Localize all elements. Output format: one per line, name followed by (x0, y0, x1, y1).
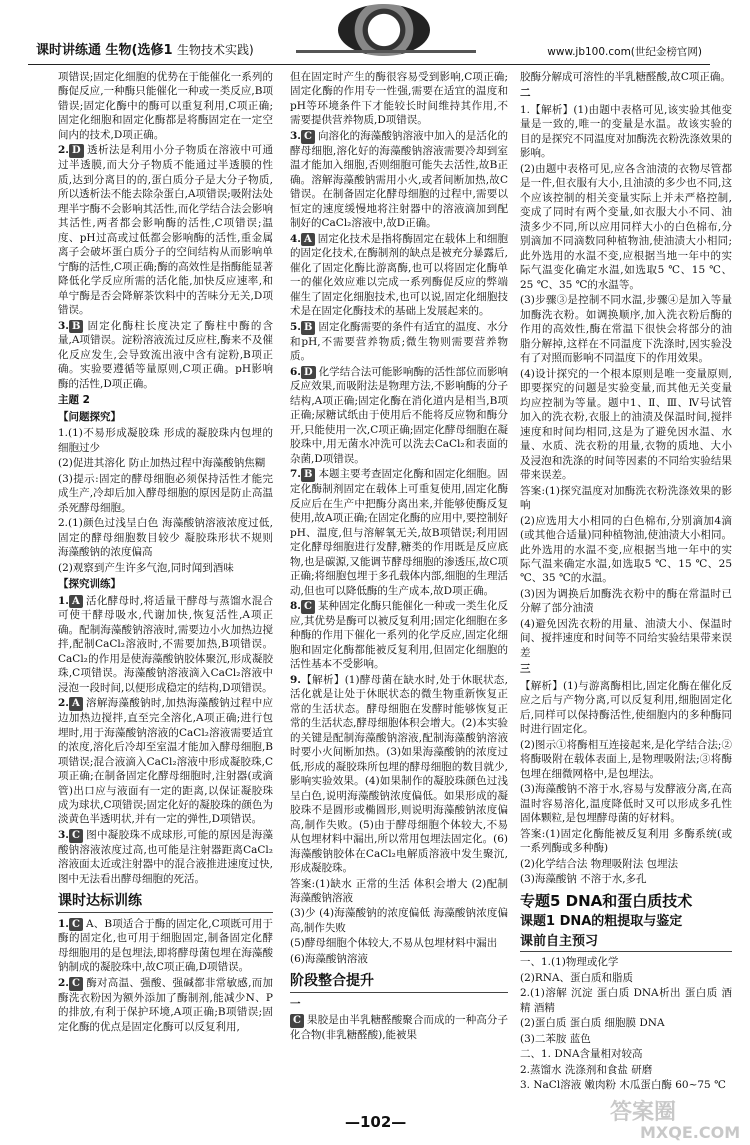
page-header (0, 0, 750, 62)
answer-badge: A (69, 697, 83, 711)
paragraph-text: 透析法是利用小分子物质在溶液中可通过半透膜,而大分子物质不能通过半透膜的性质,达到分离目的的,蛋白质分子是大分子物质,所以透析法不能去除杂蛋白,A项错误;吸附法处理半宇酶不会影响其活性,而化学结合法会影响其活性,两者都会影响酶的活性,C项错误;温度、pH过高或过低都会影响酶的活性,重金属离子会破坏蛋白质分子的空间结构从而影响单宁酶的活性,C项正确;酶的高效性是指酶能显著降低化学反应所需的活化能,加快反应速率,和单宁酶是否会降解茶饮料中的苦味分无关,D项错误。 (58, 144, 273, 317)
header-decoration (296, 50, 476, 53)
paragraph-text: 1.(1)不易形成凝胶珠 形成的凝胶珠内包埋的细胞过少 (58, 427, 273, 454)
paragraph (58, 696, 273, 827)
paragraph (520, 955, 732, 969)
question-number: 2. (58, 144, 69, 157)
paragraph (520, 1032, 732, 1046)
question-number: 6. (290, 365, 301, 378)
answer-badge: B (301, 321, 315, 335)
paragraph-text: (2)观察到产生许多气泡,同时闻到酒味 (58, 561, 234, 574)
chapter-title: 专题5 DNA和蛋白质技术 (520, 891, 693, 910)
paragraph (290, 1013, 508, 1042)
question-number: 3. (58, 319, 69, 332)
answer-badge: C (290, 1014, 304, 1028)
paragraph-text: A、B项适合于酶的固定化,C项既可用于酶的固定化,也可用于细胞固定,制备固定化酵母细胞用的是包埋法,即将酵母菌包埋在海藻酸钠制成的凝胶珠中,故C项正确,D项错误。 (58, 917, 273, 974)
subsection-title: 课前自主预习 (520, 933, 732, 952)
column-left (58, 70, 273, 1090)
paragraph (520, 986, 732, 1015)
paragraph (58, 516, 273, 559)
paragraph (290, 936, 508, 950)
paragraph-text: (2)RNA、蛋白质和脂质 (520, 971, 634, 984)
paragraph-text: (2)化学结合法 物理吸附法 包埋法 (520, 857, 679, 870)
paragraph-text: 图中凝胶珠不成球形,可能的原因是海藻酸钠溶液浓度过高,也可能是注射器距离CaCl₂溶液面太近或注射器中的混合液推进速度过快,图中无法看出酵母细胞的死活。 (58, 828, 273, 885)
section-tag: 二 (520, 87, 531, 100)
paragraph (520, 679, 732, 737)
paragraph-text: (2)由题中表格可见,应各含油渍的衣物尽管都是一件,但衣服有大小,且油渍的多少也不同,这个应该控制的相关变量实际上并未严格控制,变成了同时有两个变量,如衣服大小不同、油渍多少不同,所以应用同样大小的白色棉布,分别滴加不同滴数同种植物油,使油渍大小相同;此外选用的水温不变,应根据当地一年中的实际气温变化确定水温,如选取5 ℃、15 ℃、25 ℃、35 ℃的水温等。 (520, 162, 732, 291)
column-right (520, 70, 732, 1090)
section-title: 课时达标训练 (58, 892, 273, 912)
section-tag: 一 (290, 997, 301, 1010)
paragraph (520, 70, 732, 84)
paragraph (520, 782, 732, 825)
paragraph (520, 738, 732, 781)
header-title (36, 42, 254, 60)
paragraph (290, 877, 508, 906)
paragraph-text: 一、1.(1)物理或化学 (520, 956, 619, 969)
paragraph (520, 1078, 732, 1090)
paragraph-text: (3)海藻酸钠不溶于水,容易与发酵液分离,在高温时容易溶化,温度降低时又可以形成多孔性固体颗粒,是包埋酵母菌的好材料。 (520, 783, 732, 825)
paragraph-text: 2.(1)溶解 沉淀 蛋白质 DNA析出 蛋白质 酒精 酒精 (520, 987, 732, 1014)
question-number: 2. (58, 976, 69, 989)
paragraph-text: 答案:(1)探究温度对加酶洗衣粉洗涤效果的影响 (520, 484, 732, 512)
paragraph (520, 162, 732, 292)
paragraph-text: (3)因为调换后加酶洗衣粉中的酶在常温时已分解了部分油渍 (520, 587, 732, 615)
header-divider (28, 64, 710, 65)
section-tag: 三 (520, 663, 531, 676)
paragraph-text: (3)步骤③是控制不同水温,步骤④是加入等量加酶洗衣粉。如调换顺序,加入洗衣粉后酶的作用的高效性,酶在常温下很快会将部分的油脂分解掉,这样在不同温度下洗涤时,因实验没有了对照而影响不同温度下的作用效果。 (520, 294, 732, 365)
paragraph-text: (2)应选用大小相同的白色棉布,分别滴加4滴(或其他合适量)同种植物油,使油渍大小相同。此外选用的水温不变,应根据当地一年中的实际气温来确定水温,如选取5 ℃、15 ℃、25 ℃、35 ℃的水温。 (520, 514, 732, 585)
watermark-logo: 答案圈 (610, 1100, 677, 1125)
question-number: 8. (290, 600, 301, 612)
paragraph (520, 103, 732, 161)
paragraph (520, 827, 732, 856)
question-number: 5. (290, 320, 301, 333)
paragraph-text: (3)海藻酸钠 不溶于水,多孔 (520, 873, 647, 886)
paragraph (290, 599, 508, 672)
paragraph (58, 594, 273, 696)
paragraph-text: 固定化技术是指将酶固定在载体上和细胞的固定化技术,在酶制剂的缺点是被充分暴露后,催化了固定化酶比游离酶,也可以将固定化酶单一的催化效应难以完成一系列酶促反应的弊端催生了固定化细胞技术,也可以说,固定化细胞技术是在固定化酶技术的基础上发展起来的。 (290, 232, 508, 318)
paragraph-text: (4)避免因洗衣粉的用量、油渍大小、保温时间、搅拌速度和时间等不同给实验结果带来误差 (520, 617, 732, 659)
paragraph-text: 但在固定时产生的酶很容易受到影响,C项正确;固定化酶的作用专一性强,需要在适宜的温度和pH等环境条件下才能较长时间维持其作用,不需要提供营养物质,D项错误。 (290, 71, 508, 127)
paragraph-text: 化学结合法可能影响酶的活性部位而影响反应效果,而吸附法是物理方法,不影响酶的分子结构,A项正确;固定化酶在消化道内是相当,B项正确;尿糖试纸由于使用后不能将反应物和酶分开,只能使用一次,C项正确;固定化酵母细胞在凝胶珠中,用无菌水冲洗可以洗去CaCl₂和表面的杂菌,D项错误。 (290, 365, 508, 465)
section-tag: 主题 2 (58, 394, 90, 407)
paragraph (58, 561, 273, 575)
paragraph (290, 673, 508, 876)
paragraph (520, 971, 732, 985)
paragraph (520, 367, 732, 483)
paragraph (290, 129, 508, 231)
paragraph-text: 向溶化的海藻酸钠溶液中加入的是活化的酵母细胞,溶化好的海藻酸钠溶液需要冷却到室温才能加入细胞,否则细胞可能失去活性,故B正确。溶解海藻酸钠需用小火,或者间断加热,故C错误。在制备固定化酵母细胞的过程中,需要以恒定的速度缓慢地将注射器中的溶液滴加到配制好的CaCl₂溶液中,故D正确。 (290, 129, 508, 230)
paragraph-text: 果胶是由半乳糖醛酸聚合而成的一种高分子化合物(非乳糖醛酸),能被果 (290, 1014, 508, 1042)
header-title-main: 课时讲练通 生物(选修1 (36, 43, 173, 58)
paragraph (520, 1063, 732, 1077)
question-number: 2. (58, 697, 69, 710)
paragraph (58, 143, 273, 317)
paragraph (58, 426, 273, 455)
paragraph-text: 某种固定化酶只能催化一种或一类生化反应,其优势是酶可以被反复利用;固定化细胞在多种酶的作用下催化一系列的化学反应,固定化细胞和固定化酶都能被反复利用,但固定化细胞的活性基本不受影响。 (290, 600, 508, 671)
paragraph (520, 617, 732, 660)
paragraph-text: 胶酶分解成可溶性的半乳糖醛酸,故C项正确。 (520, 71, 731, 83)
paragraph-text: 项错误;固定化细胞的优势在于能催化一系列的酶促反应,一种酶只能催化一种或一类反应,B项错误;固定化酶中的酶可以重复利用,C项正确;固定化细胞和固定化酶都是将酶固定在一定空间内的技术,D项正确。 (58, 71, 273, 141)
paragraph-text: (5)酵母细胞个体较大,不易从包埋材料中漏出 (290, 937, 498, 950)
watermark-url: MXQE.COM (640, 1123, 741, 1142)
paragraph (290, 320, 508, 364)
paragraph-text: 答案:(1)固定化酶能被反复利用 多酶系统(或一系列酶或多种酶) (520, 827, 732, 855)
header-website: www.jb100.com(世纪金榜官网) (547, 46, 702, 58)
question-number: 9. (290, 673, 301, 686)
question-number: 4. (290, 232, 301, 245)
answer-badge: B (301, 468, 315, 482)
paragraph-text: 【解析】(1)酵母菌在缺水时,处于休眠状态,活化就是让处于休眠状态的微生物重新恢复正常的生活状态。酵母细胞在发酵时能够恢复正常的生活状态,酵母细胞体积会增大。(2)本实验的关键是配制海藻酸钠溶液,配制海藻酸钠溶液时要小火间断加热。(3)如果海藻酸钠的浓度过低,形成的凝胶珠所包埋的酵母细胞的数目就少,影响实验效果。(4)如果制作的凝胶珠颜色过浅呈白色,说明海藻酸钠浓度偏低。如果形成的凝胶珠不是圆形或椭圆形,则说明海藻酸钠浓度偏高,制作失败。(5)由于酵母细胞个体较大,不易从包埋材料中漏出,所以常用包埋法固定化。(6)海藻酸钠胶体在CaCl₂电解质溶液中发生聚沉,形成凝胶珠。 (290, 673, 508, 875)
answer-badge: C (301, 600, 315, 614)
paragraph-text: (3)少 (4)海藻酸钠的浓度偏低 海藻酸钠浓度偏高,制作失败 (290, 907, 508, 934)
answer-badge: C (69, 977, 83, 991)
paragraph (520, 872, 732, 886)
paragraph (58, 319, 273, 392)
paragraph-text: 溶解海藻酸钠时,加热海藻酸钠过程中应边加热边搅拌,直至完全溶化,A项正确;进行包埋时,用于海藻酸钠溶液的CaCl₂溶液需要适宜的浓度,溶化后冷却至室温才能加入酵母细胞,B项错误;混合液滴入CaCl₂溶液中形成凝胶珠,C项正确;在制备固定化酵母细胞时,注射器(或滴管)出口应与液面有一定的距离,以保证凝胶珠成为球状,C项错误;固定化好的凝胶珠的颜色为淡黄色半透明状,并有一定的弹性,D项错误。 (58, 697, 273, 826)
paragraph (520, 1016, 732, 1030)
paragraph-text: 本题主要考查固定化酶和固定化细胞。固定化酶制剂固定在载体上可重复使用,固定化酶反应后在生产中把酶分离出来,并能够使酶反复使用,故A项正确;在固定化酶的应用中,要控制好pH、温度,但与溶解氧无关,故B项错误;利用固定化酵母细胞进行发酵,糖类的作用既是反应底物,也是碳源,又能调节酵母细胞的渗透压,故C项正确;将细胞包埋于多孔载体内部,细胞的生理活动,但也可以降低酶的生产成本,故D项正确。 (290, 468, 508, 597)
section-title: 阶段整合提升 (290, 972, 508, 992)
paragraph (58, 472, 273, 515)
answer-badge: C (69, 918, 83, 932)
paragraph-text: 2.(1)颜色过浅呈白色 海藻酸钠溶液浓度过低,固定的酵母细胞数目较少 凝胶珠形状不规则 海藻酸钠的浓度偏高 (58, 517, 273, 559)
paragraph-text: 酶对高温、强酸、强碱都非常敏感,而加酶洗衣粉因为额外添加了酶制剂,能减少N、P的排放,有利于保护环境,A项正确;B项错误;固定化酶的优点是固定化酶可以反复利用, (58, 976, 273, 1033)
question-number: 1. (58, 594, 69, 607)
lesson-title: 课题1 DNA的粗提取与鉴定 (520, 914, 683, 930)
paragraph-text: (2)促进其溶化 防止加热过程中海藻酸钠焦糊 (58, 457, 266, 470)
paragraph-text: 固定化酶需要的条件有适宜的温度、水分和pH,不需要营养物质;微生物则需要营养物质。 (290, 320, 508, 363)
paragraph (58, 917, 273, 975)
paragraph (290, 906, 508, 935)
paragraph (520, 1047, 732, 1061)
paragraph (290, 952, 508, 966)
paragraph (290, 467, 508, 598)
paragraph-text: 3. NaCl溶液 嫩肉粉 木瓜蛋白酶 60~75 ℃ (520, 1079, 726, 1090)
paragraph (58, 70, 273, 142)
paragraph-text: (3)提示:固定的酵母细胞必须保持活性才能完成生产,冷却后加入酵母细胞的原因是防止高温杀死酵母细胞。 (58, 472, 273, 514)
answer-badge: C (301, 130, 315, 144)
question-number: 3. (58, 828, 69, 841)
paragraph-text: 固定化酶柱长度决定了酶柱中酶的含量,A项错误。淀粉溶液流过反应柱,酶来不及催化反应发生,会导致流出液中含有淀粉,B项正确。实验要遵循等量原则,C项正确。pH影响酶的活性,D项正确。 (58, 319, 273, 390)
paragraph-text: (4)设计探究的一个根本原则是唯一变量原则,即要探究的问题是实验变量,而其他无关变量均应控制为等量。题中1、Ⅱ、Ⅲ、Ⅳ号试管加入的洗衣粉,衣服上的油渍及保温时间,搅拌速度和时间均相同,这是为了避免因水温、水量、水质、洗衣粉的用量,衣物的质地、大小及浸泡和洗涤的时间等因素的不同给实验结果带来误差。 (520, 367, 732, 482)
paragraph (58, 456, 273, 470)
question-number: 3. (290, 129, 301, 142)
publisher-logo-icon (338, 4, 430, 56)
header-title-sub: 生物技术实践) (177, 43, 254, 57)
answer-badge: C (69, 829, 83, 843)
paragraph (58, 828, 273, 886)
section-tag: 【问题探究】 (58, 410, 121, 423)
paragraph (520, 857, 732, 871)
paragraph-text: (3)二苯胺 蓝色 (520, 1032, 591, 1045)
paragraph-text: 1.【解析】(1)由题中表格可见,该实验其他变量是一致的,唯一的变量是水温。故该实验的目的是探究不同温度对加酶洗衣粉洗涤效果的影响。 (520, 103, 732, 160)
paragraph (520, 587, 732, 616)
paragraph-text: (2)蛋白质 蛋白质 细胞膜 DNA (520, 1017, 665, 1030)
question-number: 7. (290, 468, 301, 481)
answer-badge: A (69, 595, 83, 609)
column-middle (290, 70, 508, 1090)
answer-badge: D (69, 144, 84, 158)
paragraph-text: 【解析】(1)与游离酶相比,固定化酶在催化反应之后与产物分离,可以反复利用,细胞固定化后,同样可以保持酶活性,使细胞内的多种酶同时进行固定化。 (520, 679, 732, 736)
paragraph (520, 514, 732, 586)
paragraph (58, 976, 273, 1034)
paragraph-text: 二、1. DNA含量相对较高 (520, 1048, 643, 1061)
paragraph (520, 293, 732, 365)
paragraph (290, 70, 508, 128)
paragraph-text: (6)海藻酸钠溶液 (290, 952, 368, 965)
page-number: —102— (345, 1113, 407, 1131)
paragraph (290, 365, 508, 467)
paragraph (520, 484, 732, 513)
paragraph (290, 232, 508, 319)
paragraph-text: 活化酵母时,将适量干酵母与蒸馏水混合可使干酵母吸水,代谢加快,恢复活性,A项正确。配制海藻酸钠溶液时,需要边小火加热边搅拌,配制CaCl₂溶液时,不需要加热,B项错误。CaCl₂的作用是使海藻酸钠胶体聚沉,形成凝胶珠,C项错误。海藻酸钠溶液滴入CaCl₂溶液中浸泡一段时间,以便形成稳定的结构,D项错误。 (58, 594, 273, 694)
answer-badge: B (69, 320, 83, 334)
paragraph-text: 答案:(1)缺水 正常的生活 体积会增大 (2)配制海藻酸钠溶液 (290, 877, 508, 904)
section-tag: 【探究训练】 (58, 578, 121, 591)
paragraph-text: 2.蒸馏水 洗涤剂和食盐 研磨 (520, 1063, 653, 1076)
answer-badge: A (301, 233, 315, 247)
paragraph-text: (2)图示①将酶相互连接起来,是化学结合法;②将酶吸附在载体表面上,是物理吸附法;③将酶包埋在细微网格中,是包埋法。 (520, 738, 732, 780)
question-number: 1. (58, 917, 69, 930)
answer-badge: D (301, 366, 316, 380)
